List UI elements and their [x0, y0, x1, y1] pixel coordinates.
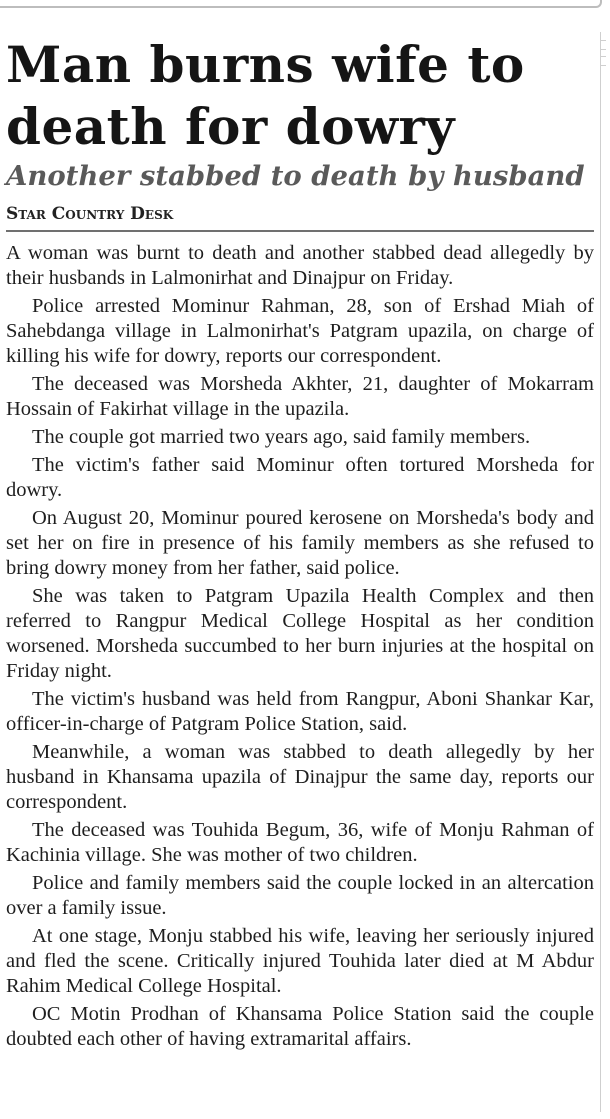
paragraph: The victim's husband was held from Rangpur, Aboni Shankar Kar, officer-in-charge of Patgram Police Station, said.: [6, 688, 594, 735]
paragraph: The victim's father said Mominur often tortured Morsheda for dowry.: [6, 454, 594, 501]
paragraph: The couple got married two years ago, said family members.: [32, 426, 531, 448]
paragraph: Meanwhile, a woman was stabbed to death allegedly by her husband in Khansama upazila of Dinajpur the same day, reports our correspondent.: [6, 741, 594, 813]
paragraph: The deceased was Morsheda Akhter, 21, daughter of Mokarram Hossain of Fakirhat village in the upazila.: [6, 373, 594, 420]
subheadline: Another stabbed to death by husband: [6, 160, 585, 192]
article-body: [6, 241, 594, 1052]
edge-notch: [601, 40, 606, 50]
paragraph: A woman was burnt to death and another stabbed dead allegedly by their husbands in Lalmonirhat and Dinajpur on Friday.: [6, 242, 594, 289]
news-article: [6, 34, 594, 1055]
paragraph: On August 20, Mominur poured kerosene on Morsheda's body and set her on fire in presence of his family members as she refused to bring dowry money from her father, said police.: [6, 507, 594, 579]
edge-notch: [601, 56, 606, 66]
paragraph: OC Motin Prodhan of Khansama Police Station said the couple doubted each other of having extramarital affairs.: [6, 1003, 594, 1050]
top-border: [0, 0, 602, 8]
byline: Star Country Desk: [6, 203, 594, 232]
paragraph: Police arrested Mominur Rahman, 28, son of Ershad Miah of Sahebdanga village in Lalmonirhat's Patgram upazila, on charge of killing his wife for dowry, reports our correspondent.: [6, 295, 594, 367]
page-edge: [600, 32, 606, 1112]
paragraph: The deceased was Touhida Begum, 36, wife of Monju Rahman of Kachinia village. She was mother of two children.: [6, 819, 594, 866]
paragraph: At one stage, Monju stabbed his wife, leaving her seriously injured and fled the scene. Critically injured Touhida later died at M Abdur Rahim Medical College Hospital.: [6, 925, 594, 997]
paragraph: Police and family members said the couple locked in an altercation over a family issue.: [6, 872, 594, 919]
paragraph: She was taken to Patgram Upazila Health Complex and then referred to Rangpur Medical College Hospital as her condition worsened. Morsheda succumbed to her burn injuries at the hospital on Friday night.: [6, 585, 594, 682]
headline: Man burns wife to death for dowry: [6, 35, 525, 156]
